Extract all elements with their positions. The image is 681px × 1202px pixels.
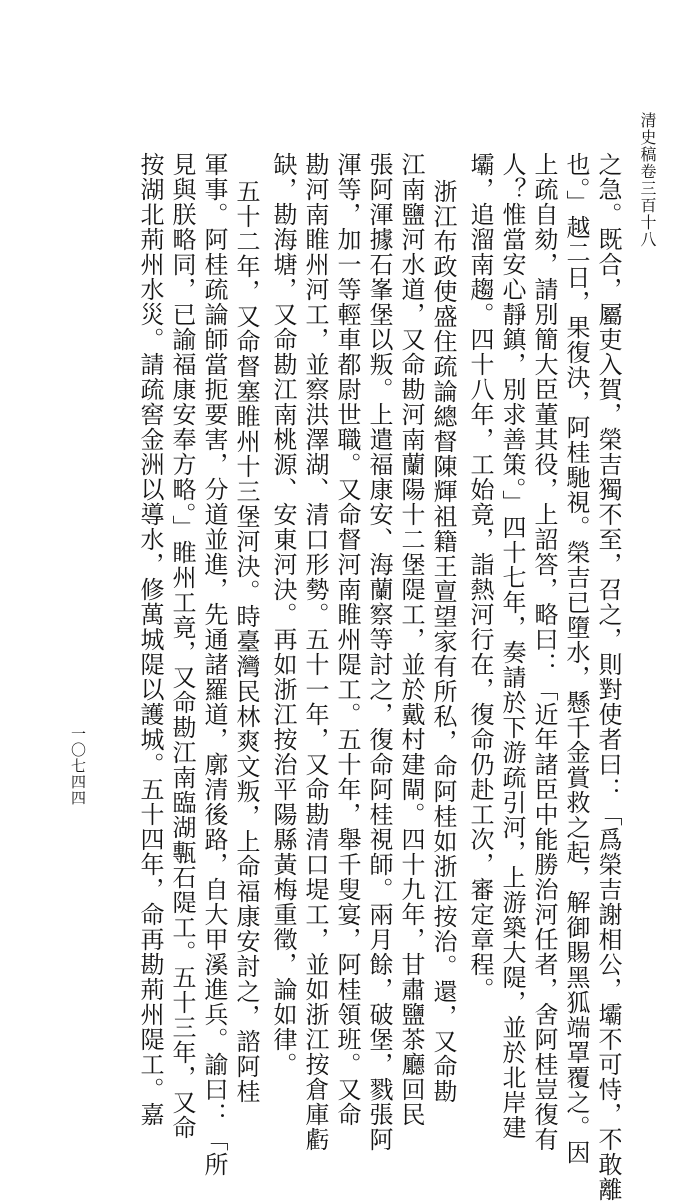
text-column: 人？惟當安心靜鎮，別求善策。」四十七年，奏請於下游疏引河，上游築大隄，並於北岸建 xyxy=(498,152,526,1140)
text-column: 渾等，加一等輕車都尉世職。又命督河南睢州隄工。五十年，舉千叟宴，阿桂領班。又命 xyxy=(333,152,361,1127)
text-column: 壩，追溜南趨。四十八年，工始竟，詣熱河行在，復命仍赴工次，審定章程。 xyxy=(466,152,494,1002)
text-column: 缺，勘海塘，又命勘江南桃源、安東河決。再如浙江按治平陽縣黃梅重徵，論如律。 xyxy=(269,152,297,1077)
text-column: 按湖北荊州水災。請疏窖金洲以導水，修萬城隄以護城。五十四年，命再勘荊州隄工。嘉 xyxy=(136,152,164,1127)
text-column: 之急。既合，屬吏入賀，榮吉獨不至，召之，則對使者曰：「爲榮吉謝相公，壩不可恃，不敢離 xyxy=(594,152,622,1202)
text-column: 軍事。阿桂疏論師當扼要害，分道並進，先通諸羅道，廓清後路，自大甲溪進兵。諭曰：「所 xyxy=(200,152,228,1177)
text-column: 張阿渾據石峯堡以叛。上遣福康安、海蘭察等討之，復命阿桂視師。兩月餘，破堡，戮張阿 xyxy=(365,152,393,1152)
book-title: 清史稿卷三百十八 xyxy=(638,112,657,248)
text-column: 見與朕略同，已諭福康安奉方略。」睢州工竟，又命勘江南臨湖甎石隄工。五十三年，又命 xyxy=(168,152,196,1140)
text-column: 勘河南睢州河工，並察洪澤湖、清口形勢。五十一年，又命勘清口堤工，並如浙江按倉庫虧 xyxy=(301,152,329,1152)
text-column: 上疏自劾，請別簡大臣董其役，上詔答，略曰：「近年諸臣中能勝治河任者，舍阿桂豈復有 xyxy=(530,152,558,1152)
text-column: 五十二年，又命督塞睢州十三堡河決。時臺灣民林爽文叛，上命福康安討之，諮阿桂 xyxy=(232,179,260,1104)
text-column: 也。」越二日，果復決，阿桂馳視。榮吉已墮水，懸千金賞救之起，解御賜黑狐端罩覆之。因 xyxy=(562,152,590,1165)
text-column: 江南鹽河水道，又命勘河南蘭陽十二堡隄工，並於戴村建閘。四十九年，甘肅鹽茶廳回民 xyxy=(397,152,425,1127)
text-column: 浙江布政使盛住疏論總督陳輝祖籍王亶望家有所私，命阿桂如浙江按治。還，又命勘 xyxy=(429,179,457,1104)
page-number: 一〇七四四 xyxy=(69,726,87,806)
